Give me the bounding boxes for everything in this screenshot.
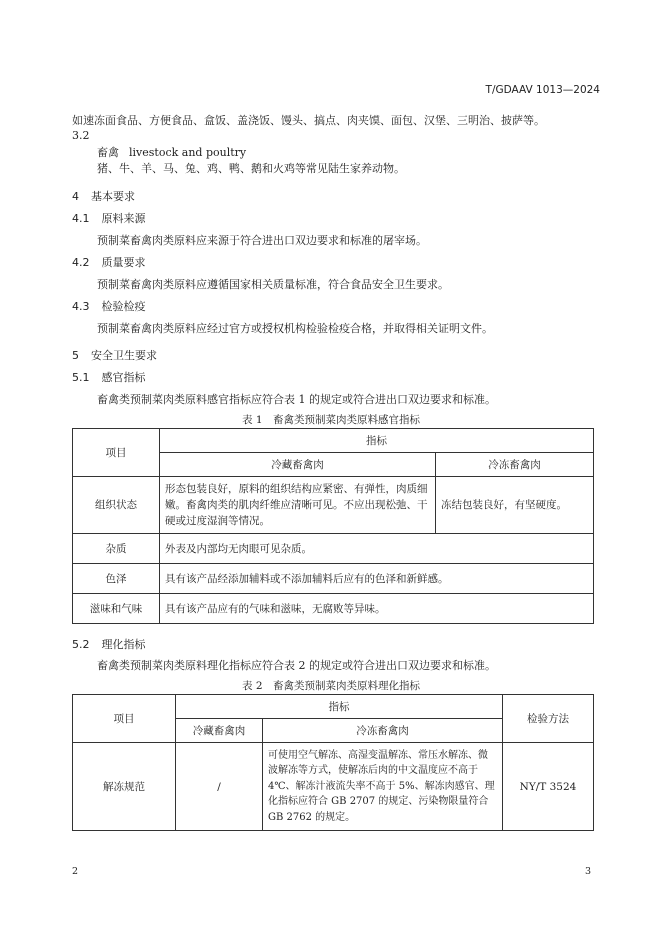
section-4-1-title: 原料来源 — [101, 212, 146, 225]
section-5-1-number: 5.1 — [72, 371, 90, 384]
section-5-2-number: 5.2 — [72, 638, 90, 651]
table-1-caption: 表 1 畜禽类预制菜肉类原料感官指标 — [241, 414, 421, 426]
section-5-2-title: 理化指标 — [101, 638, 146, 651]
table-2-header-index: 指标 — [176, 695, 503, 719]
table-row — [73, 594, 594, 624]
table-row — [73, 564, 594, 594]
table-2-cell-frozen: 可使用空气解冻、高湿变温解冻、常压水解冻、微波解冻等方式，使解冻后肉的中文温度应不高于 4℃、解冻汁液流失率不高于 5%、解冻肉感官、理化指标应符合 GB 2707 的规定、污染物限量符合 GB 2762 的规定。 — [263, 743, 503, 831]
section-5-number: 5 — [72, 349, 79, 362]
section-4-2-heading — [72, 254, 146, 270]
table-2-caption: 表 2 畜禽类预制菜肉类原料理化指标 — [241, 680, 421, 692]
table-2-cell-chilled: / — [176, 743, 263, 831]
table-2-cell-method: NY/T 3524 — [503, 743, 594, 831]
table-1 — [72, 428, 594, 624]
table-1-cell-item: 组织状态 — [73, 477, 160, 534]
term-3-2-en: livestock and poultry — [129, 146, 247, 159]
table-1-cell-chilled: 形态包装良好，原料的组织结构应紧密、有弹性，肉质细嫩。畜禽肉类的肌肉纤维应清晰可见。不应出现松弛、干硬或过度湿润等情况。 — [160, 477, 436, 534]
section-4-3-number: 4.3 — [72, 300, 90, 313]
section-5-2-text: 畜禽类预制菜肉类原料理化指标应符合表 2 的规定或符合进出口双边要求和标准。 — [97, 659, 496, 672]
table-1-cell-item: 滋味和气味 — [73, 594, 160, 624]
table-row — [73, 743, 594, 831]
table-1-cell-frozen: 冻结包装良好，有坚硬度。 — [436, 477, 594, 534]
section-4-3-text: 预制菜畜禽肉类原料应经过官方或授权机构检验检疫合格，并取得相关证明文件。 — [97, 322, 493, 335]
table-2-header-method: 检验方法 — [503, 695, 594, 743]
section-5-1-title: 感官指标 — [101, 371, 146, 384]
section-4-2-title: 质量要求 — [101, 256, 146, 269]
term-3-2-definition: 猪、牛、羊、马、兔、鸡、鸭、鹅和火鸡等常见陆生家养动物。 — [97, 162, 405, 175]
term-3-2 — [97, 144, 246, 160]
section-5-title: 安全卫生要求 — [91, 349, 157, 362]
section-5-1-text: 畜禽类预制菜肉类原料感官指标应符合表 1 的规定或符合进出口双边要求和标准。 — [97, 393, 496, 406]
table-row — [73, 534, 594, 564]
section-4-1-heading — [72, 210, 146, 226]
table-2 — [72, 694, 594, 831]
section-4-3-title: 检验检疫 — [101, 300, 146, 313]
table-1-cell-merged: 具有该产品经添加辅料或不添加辅料后应有的色泽和新鲜感。 — [160, 564, 594, 594]
table-2-header-item: 项目 — [73, 695, 176, 743]
table-1-header-chilled: 冷藏畜禽肉 — [160, 453, 436, 477]
section-4-3-heading — [72, 298, 146, 314]
document-code: T/GDAAV 1013—2024 — [485, 84, 600, 96]
table-1-header-item: 项目 — [73, 429, 160, 477]
section-5-2-heading — [72, 636, 146, 652]
section-3-2-number: 3.2 — [72, 129, 90, 142]
table-row — [73, 477, 594, 534]
table-2-header-chilled: 冷藏畜禽肉 — [176, 719, 263, 743]
table-1-cell-item: 色泽 — [73, 564, 160, 594]
continuation-text: 如速冻面食品、方便食品、盒饭、盖浇饭、馒头、搞点、肉夹馍、面包、汉堡、三明治、披萨等。 — [72, 114, 545, 127]
term-3-2-cn: 畜禽 — [97, 146, 119, 159]
table-2-cell-item: 解冻规范 — [73, 743, 176, 831]
page-number-right: 3 — [585, 866, 592, 877]
section-4-2-number: 4.2 — [72, 256, 90, 269]
page-number-left: 2 — [72, 866, 79, 877]
section-4-number: 4 — [72, 190, 79, 203]
section-4-heading — [72, 188, 135, 204]
section-4-1-number: 4.1 — [72, 212, 90, 225]
section-5-1-heading — [72, 369, 146, 385]
table-1-cell-merged: 外表及内部均无肉眼可见杂质。 — [160, 534, 594, 564]
section-4-1-text: 预制菜畜禽肉类原料应来源于符合进出口双边要求和标准的屠宰场。 — [97, 234, 427, 247]
table-2-header-frozen: 冷冻畜禽肉 — [263, 719, 503, 743]
section-4-2-text: 预制菜畜禽肉类原料应遵循国家相关质量标准，符合食品安全卫生要求。 — [97, 278, 449, 291]
section-4-title: 基本要求 — [91, 190, 135, 203]
section-5-heading — [72, 347, 157, 363]
table-1-cell-item: 杂质 — [73, 534, 160, 564]
table-1-cell-merged: 具有该产品应有的气味和滋味，无腐败等异味。 — [160, 594, 594, 624]
table-1-header-frozen: 冷冻畜禽肉 — [436, 453, 594, 477]
table-1-header-index: 指标 — [160, 429, 594, 453]
